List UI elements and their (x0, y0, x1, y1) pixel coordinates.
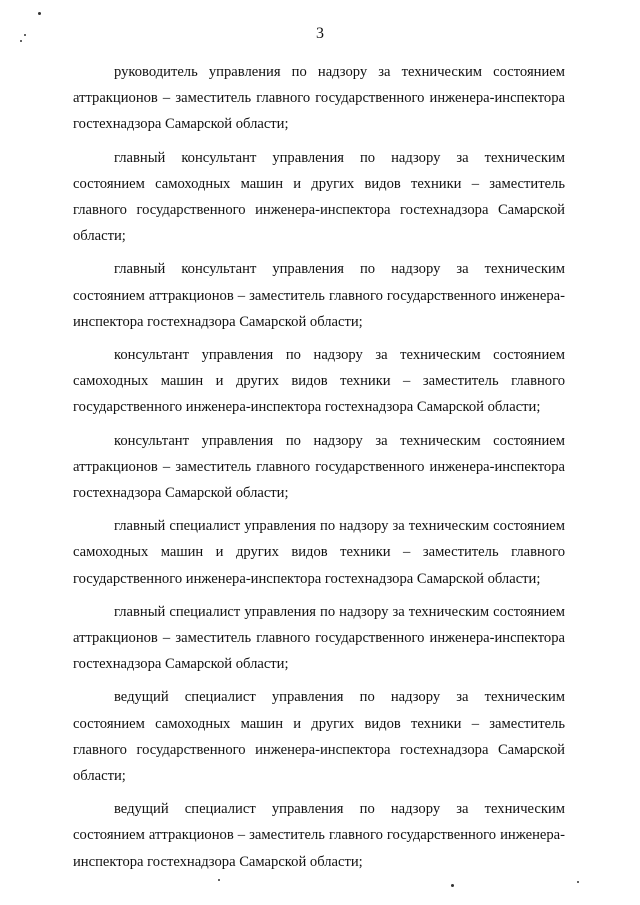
page-number: 3 (316, 25, 324, 42)
position-paragraph: консультант управления по надзору за техническим состоянием самоходных машин и других видов техники – заместитель главного государственного инженера-инспектора гостехнадзора Самарской области; (73, 347, 565, 416)
position-paragraph: консультант управления по надзору за техническим состоянием аттракционов – заместитель главного государственного инженера-инспектора гостехнадзора Самарской области; (73, 432, 565, 502)
position-paragraph: главный консультант управления по надзору за техническим состоянием самоходных машин и других видов техники – заместитель главного государственного инженера-инспектора гостехнадзора Самарской области; (73, 149, 565, 245)
scan-speck (577, 881, 579, 883)
position-paragraph: главный специалист управления по надзору за техническим состоянием аттракционов – заместитель главного государственного инженера-инспектора гостехнадзора Самарской области; (73, 603, 565, 673)
scan-speck (38, 12, 41, 15)
scan-speck (451, 884, 454, 887)
document-body (73, 59, 565, 882)
position-paragraph: ведущий специалист управления по надзору за техническим состоянием аттракционов – заместитель главного государственного инженера-инспектора гостехнадзора Самарской области; (73, 801, 565, 870)
position-paragraph: главный консультант управления по надзору за техническим состоянием аттракционов – заместитель главного государственного инженера-инспектора гостехнадзора Самарской области; (73, 261, 565, 330)
position-paragraph: главный специалист управления по надзору за техническим состоянием самоходных машин и других видов техники – заместитель главного государственного инженера-инспектора гостехнадзора Самарской области; (73, 518, 565, 587)
position-paragraph: руководитель управления по надзору за техническим состоянием аттракционов – заместитель главного государственного инженера-инспектора гостехнадзора Самарской области; (73, 64, 565, 133)
position-paragraph: ведущий специалист управления по надзору за техническим состоянием самоходных машин и других видов техники – заместитель главного государственного инженера-инспектора гостехнадзора Самарской области; (73, 689, 565, 785)
